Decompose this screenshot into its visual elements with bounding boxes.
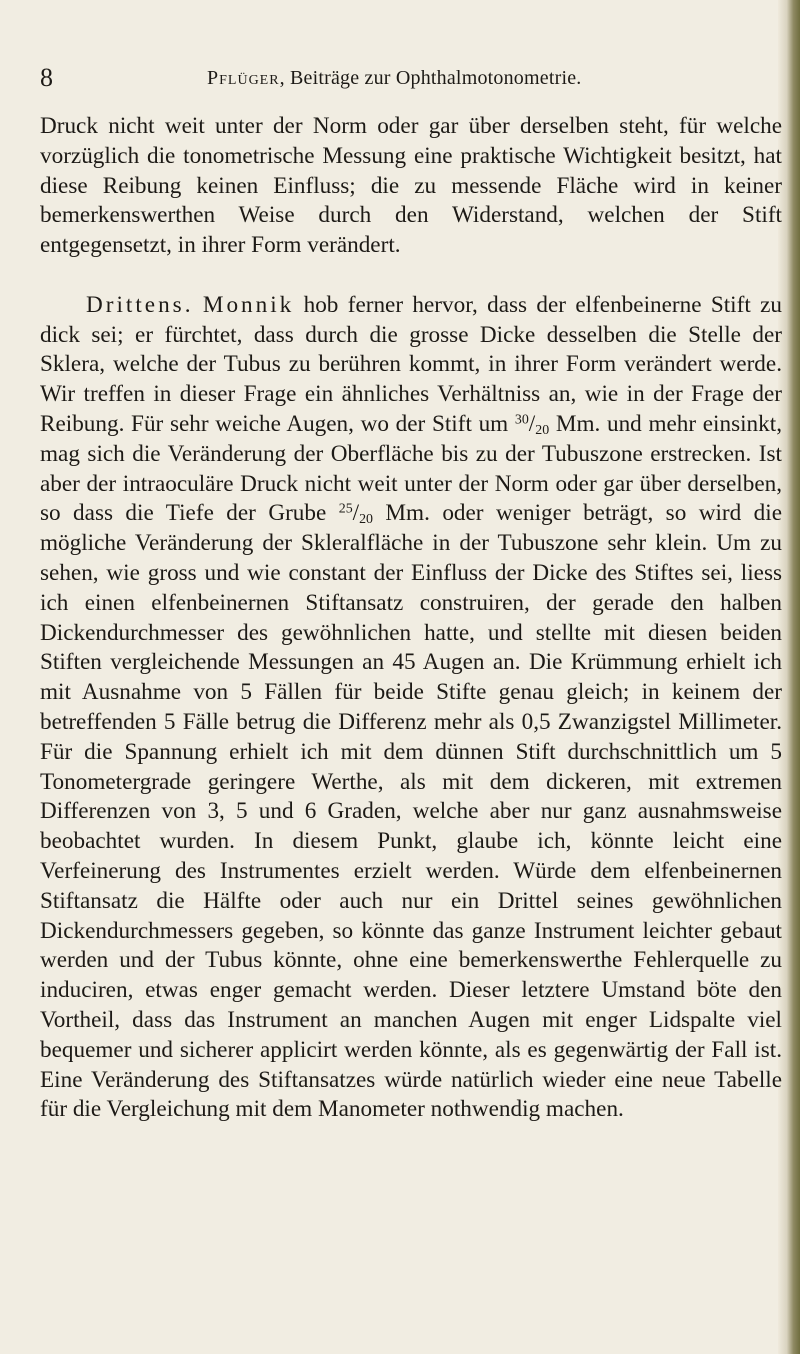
running-head-author: Pflüger [207,67,280,89]
text-segment: 30 [514,412,529,428]
text-segment: 20 [535,422,550,438]
running-head-title: , Beiträge zur Ophthalmotonometrie. [279,67,582,89]
text-segment: Mm. und mehr einsinkt, mag sich die Veränderung der Oberfläche bis zu der Tubuszone erstrecken. Ist aber der intraoculäre Druck nicht weit unter der Norm oder gar über derselben, so dass die Tiefe der Grube [40,410,782,527]
text-segment: / [528,410,536,437]
text-segment: hob ferner hervor, dass der elfenbeinerne Stift zu dick sei; er fürchtet, dass durch die grosse Dicke desselben die Stelle der Sklera, welche der Tubus zu berühren kommt, in ihrer Form verändert werde. Wir treffen in dieser Frage ein ähnliches Verhältniss an, wie in der Frage der Reibung. Für sehr weiche Augen, wo der Stift um [40,291,782,437]
page-number: 8 [40,63,53,92]
text-segment: 20 [359,512,373,528]
text-segment: / [352,500,360,527]
text-segment [194,292,203,318]
body-text [40,112,782,1125]
text-segment: Drittens. [86,291,194,318]
text-segment: Mm. oder weniger beträgt, so wird die mögliche Veränderung der Skleralfläche in der Tubuszone sehr klein. Um zu sehen, wie gross und wie constant der Einfluss der Dicke des Stiftes sei, liess ich einen elfenbeinernen Stiftansatz construiren, der gerade den halben Dickendurchmesser des gewöhnlichen hatte, und stellte mit diesen beiden Stiften vergleichende Messungen an 45 Augen an. Die Krümmung erhielt ich mit Ausnahme von 5 Fällen für beide Stifte genau gleich; in keinem der betreffenden 5 Fälle betrug die Differenz mehr als 0,5 Zwanzigstel Millimeter. Für die Spannung erhielt ich mit dem dünnen Stift durchschnittlich um 5 Tonometergrade geringere Werthe, als mit dem dickeren, mit extremen Differenzen von 3, 5 und 6 Graden, welche aber nur ganz ausnahmsweise beobachtet wurden. In diesem Punkt, glaube ich, könnte leicht eine Verfeinerung des Instrumentes erzielt werden. Würde dem elfenbeinernen Stiftansatz die Hälfte oder auch nur ein Drittel seines gewöhnlichen Dickendurchmessers gegeben, so könnte das ganze Instrument leichter gebaut werden und der Tubus könnte, ohne eine bemerkenswerthe Fehlerquelle zu induciren, etwas enger gemacht werden. Dieser letztere Umstand böte den Vortheil, dass das Instrument an manchen Augen mit enger Lidspalte viel bequemer und sicherer applicirt werden könnte, als es gegenwärtig der Fall ist. Eine Veränderung des Stiftansatzes würde natürlich wieder eine neue Tabelle für die Vergleichung mit dem Manometer nothwendig machen. [40,500,783,1123]
paragraph-1 [40,112,782,261]
text-segment: Monnik [202,291,295,318]
text-segment: 25 [338,501,353,517]
text-segment: Druck nicht weit unter der Norm oder gar über derselben steht, für welche vorzüglich die tonometrische Messung eine praktische Wichtigkeit besitzt, hat diese Reibung keinen Einfluss; die zu messende Fläche wird in keiner bemerkenswerthen Weise durch den Widerstand, welchen der Stift entgegensetzt, in ihrer Form verändert. [40,113,782,259]
running-head [207,60,582,96]
page-header [40,60,760,96]
paragraph-2 [40,291,782,1125]
